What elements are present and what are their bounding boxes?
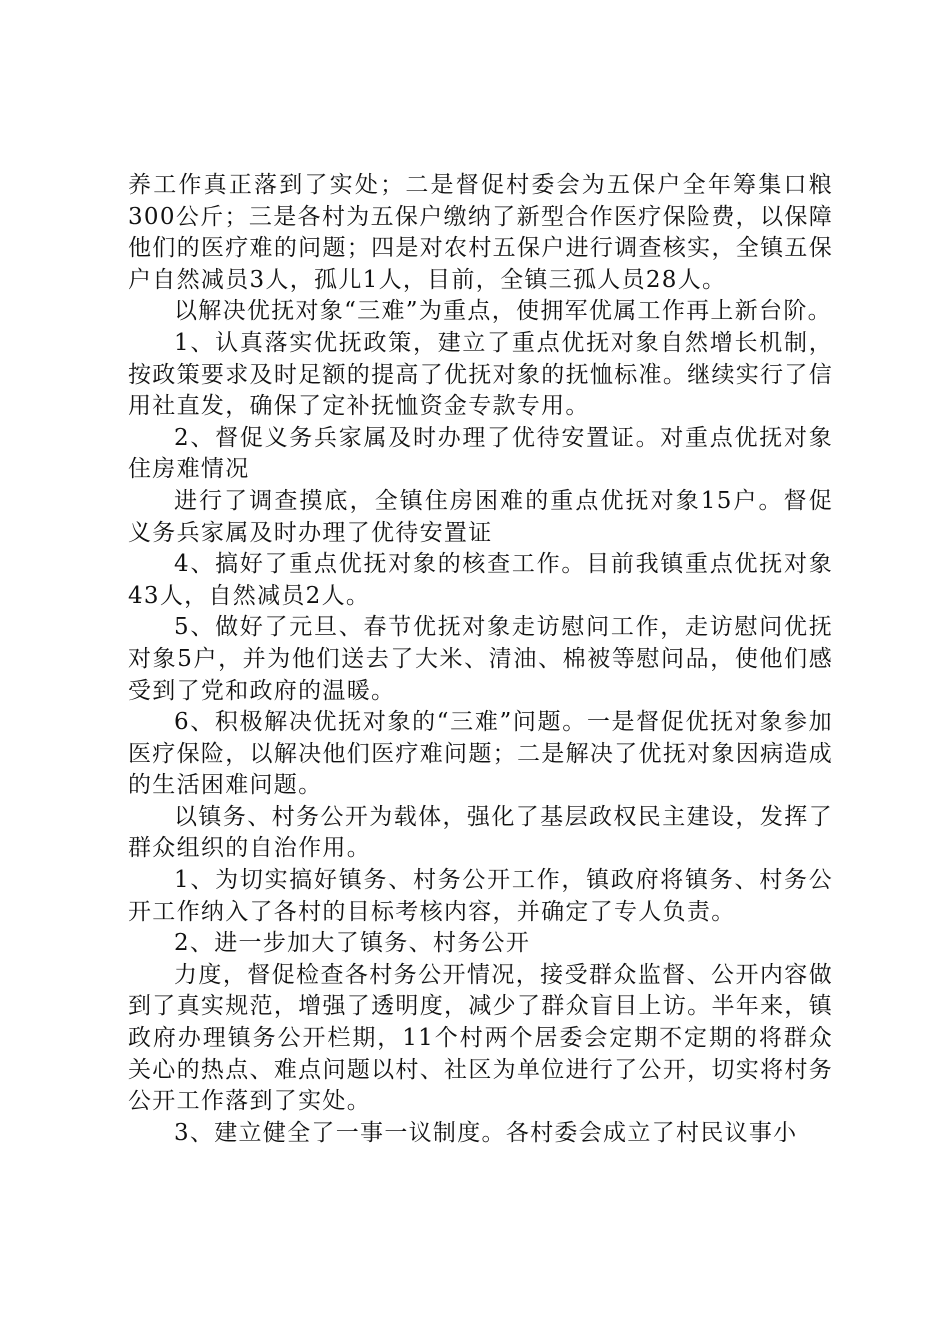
document-body [128,170,833,1149]
paragraph-youfu-heading: 以解决优抚对象“三难”为重点，使拥军优属工作再上新台阶。 [174,298,832,325]
paragraph-youfu-5: 5、做好了元旦、春节优抚对象走访慰问工作，走访慰问优抚对象5户，并为他们送去了大米、清油、棉被等慰问品，使他们感受到了党和政府的温暖。 [128,614,833,704]
paragraph-youfu-6: 6、积极解决优抚对象的“三难”问题。一是督促优抚对象参加医疗保险，以解决他们医疗难问题；二是解决了优抚对象因病造成的生活困难问题。 [128,709,833,799]
paragraph-youfu-2: 2、督促义务兵家属及时办理了优待安置证。对重点优抚对象住房难情况 [128,424,833,483]
paragraph-gongkai-2-cont: 力度，督促检查各村务公开情况，接受群众监督、公开内容做到了真实规范，增强了透明度，减少了群众盲目上访。半年来，镇政府办理镇务公开栏期，11个村两个居委会定期不定期的将群众关心的热点、难点问题以村、社区为单位进行了公开，切实将村务公开工作落到了实处。 [128,961,833,1115]
paragraph-gongkai-3: 3、建立健全了一事一议制度。各村委会成立了村民议事小 [174,1119,798,1146]
paragraph-wubao-summary: 养工作真正落到了实处；二是督促村委会为五保户全年筹集口粮300公斤；三是各村为五保户缴纳了新型合作医疗保险费，以保障他们的医疗难的问题；四是对农村五保户进行调查核实，全镇五保户自然减员3人，孤儿1人，目前，全镇三孤人员28人。 [128,172,833,293]
paragraph-youfu-4: 4、搞好了重点优抚对象的核查工作。目前我镇重点优抚对象43人，自然减员2人。 [128,551,833,609]
paragraph-gongkai-2: 2、进一步加大了镇务、村务公开 [174,930,531,957]
paragraph-gongkai-1: 1、为切实搞好镇务、村务公开工作，镇政府将镇务、村务公开工作纳入了各村的目标考核内容，并确定了专人负责。 [128,867,833,925]
paragraph-youfu-2-cont: 进行了调查摸底，全镇住房困难的重点优抚对象15户。督促义务兵家属及时办理了优待安置证 [128,487,833,546]
paragraph-gongkai-heading: 以镇务、村务公开为载体，强化了基层政权民主建设，发挥了群众组织的自治作用。 [128,803,833,862]
paragraph-youfu-1: 1、认真落实优抚政策，建立了重点优抚对象自然增长机制，按政策要求及时足额的提高了优抚对象的抚恤标准。继续实行了信用社直发，确保了定补抚恤资金专款专用。 [128,329,833,420]
